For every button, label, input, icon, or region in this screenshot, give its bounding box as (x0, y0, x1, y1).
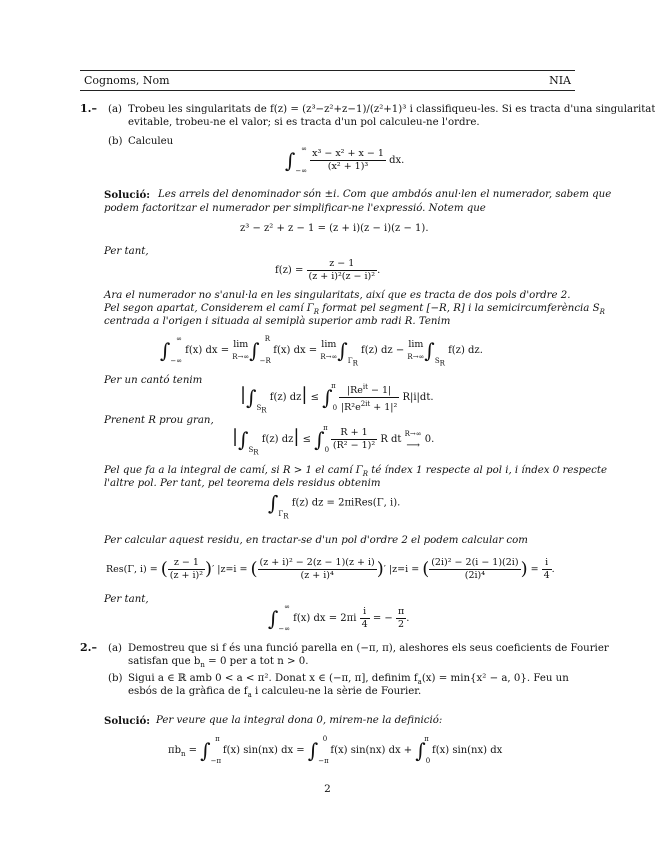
eq-fourier-bn: $\pi b_n = \int_{-\pi}^\pi$ f(x) sin(nx) dx = $\int_{-\pi}^0$ f(x) sin(nx) dx + $\int_0^\pi$ f(x) sin(nx) dx (168, 735, 503, 765)
pel-line1: Pel que fa a la integral de camí, si R > 1 el camí $\Gamma_R$ té índex 1 respecte al pol i, i índex 0 respecte (104, 465, 608, 479)
p2-a-line2: satisfan que $b_n = 0$ per a tot n > 0. (128, 656, 309, 670)
eq-f-simplified: f(z) = $\frac{z - 1}{\text{(z + i)²(z − i)²}}$ . (275, 258, 381, 282)
prenent: Prenent R prou gran, (104, 415, 214, 426)
eq-residue-theorem: $\int_{\Gamma_R}$ f(z) dz = 2πiRes(Γ, i). (268, 491, 401, 520)
per-un-canto: Per un cantó tenim (104, 375, 203, 386)
header-nia-field: NIA (549, 74, 571, 87)
eq-factorization: z³ − z² + z − 1 = (z + i)(z − i)(z − 1). (240, 223, 429, 234)
sol2-label: Solució: (104, 715, 151, 727)
eq-limit-split: $\int_{-\infty}^\infty$ f(x) dx = lim R→∞ $\int_{-R}^R$ f(x) dx = lim R→∞ $\int_{\Gamma_R}$ f(z) dz − lim R→∞ $\int_{S_R}$ f(z) dz. (160, 335, 483, 368)
problem-1-number: 1.– (80, 102, 97, 115)
p2-a-label: (a) (108, 643, 123, 654)
sol1-label: Solució: (104, 189, 151, 201)
p2-b-label: (b) (108, 673, 123, 684)
ara-line3: centrada a l'origen i situada al semiplà superior amb radi R. Tenim (104, 316, 451, 327)
p1-b-text: Calculeu (128, 136, 174, 147)
p1-a-label: (a) (108, 104, 123, 115)
p1-b-integral: $\int_{-\infty}^\infty$ $\frac{\text{x³ − x² + x − 1}}{\text{(x² + 1)³}}$ dx. (285, 145, 405, 175)
p2-b-line1: Sigui a ∈ ℝ amb 0 < a < π². Donat x ∈ (−π, π], definim $f_a(x) = \min\{x^2 - a$, 0}. Feu un (128, 673, 569, 687)
page-number: 2 (324, 783, 331, 795)
pel-line2: l'altre pol. Per tant, pel teorema dels residus obtenim (104, 478, 381, 489)
header-rule-top (80, 70, 575, 71)
calc-line: Per calcular aquest residu, en tractar-se d'un pol d'ordre 2 el podem calcular com (104, 535, 528, 546)
p2-a-line1: Demostreu que si f és una funció parella en (−π, π), aleshores els seus coeficients de Fourier (128, 643, 609, 654)
header-name-field: Cognoms, Nom (84, 74, 170, 87)
sol2-line1: Per veure que la integral dona 0, mirem-ne la definició: (156, 715, 443, 726)
problem-2-number: 2.– (80, 641, 97, 654)
eq-residue-calc: Res(Γ, i) = ( $\frac{z - 1}{\text{(z + i)²}}$ )′ |z=i = ( $\frac{\text{(z + i)² − 2(z − 1)(z + i)}}{\text{(z + i)⁴}}$ )′ |z=i = ( $\frac{\text{(2i)² − 2(i − 1)(2i)}}{\text{(2i)⁴}}$ ) = $\frac{i}{4}$ . (106, 557, 555, 581)
p1-a-line1: Trobeu les singularitats de f(z) = (z³−z²+z−1)/(z²+1)³ i classifiqueu-les. Si es tracta d'una singularitat (128, 104, 655, 115)
p1-b-label: (b) (108, 136, 123, 147)
per-tant-2: Per tant, (104, 594, 149, 605)
ara-line2: Pel segon apartat, Considerem el camí $\Gamma_R$ format pel segment [−R, R] i la semicircumferència $S_R$ (104, 303, 605, 317)
p1-a-line2: evitable, trobeu-ne el valor; si es tracta d'un pol calculeu-ne l'ordre. (128, 117, 480, 128)
per-tant-1: Per tant, (104, 246, 149, 257)
ara-line1: Ara el numerador no s'anul·la en les singularitats, així que es tracta de dos pols d'ordre 2. (104, 290, 571, 301)
sol1-line2: podem factoritzar el numerador per simplificar-ne l'expressió. Notem que (104, 203, 486, 214)
p2-b-line2: esbós de la gràfica de $f_a$ i calculeu-ne la sèrie de Fourier. (128, 686, 422, 700)
page-header (84, 74, 571, 87)
sol1-line1: Les arrels del denominador són ±i. Com que ambdós anul·len el numerador, sabem que (158, 189, 612, 200)
eq-bound-2: $|\int_{S_R}$ f(z) $dz| \le \int_0^\pi$ $\frac{R + 1}{\text{(R² − 1)²}}$ R dt R→∞ ⟶ 0. (232, 424, 435, 457)
eq-final-result: $\int_{-\infty}^\infty$ f(x) dx = 2πi $\frac{i}{4}$ = − $\frac{\pi}{2}$ . (268, 603, 410, 633)
eq-bound-1: $|\int_{S_R}$ f(z) $dz| \le \int_0^\pi$ $\frac{|Re^{it} - 1|}{|R^2e^{2it} + 1|^2}$ R|i|dt. (240, 382, 434, 415)
header-rule-bottom (80, 90, 575, 91)
